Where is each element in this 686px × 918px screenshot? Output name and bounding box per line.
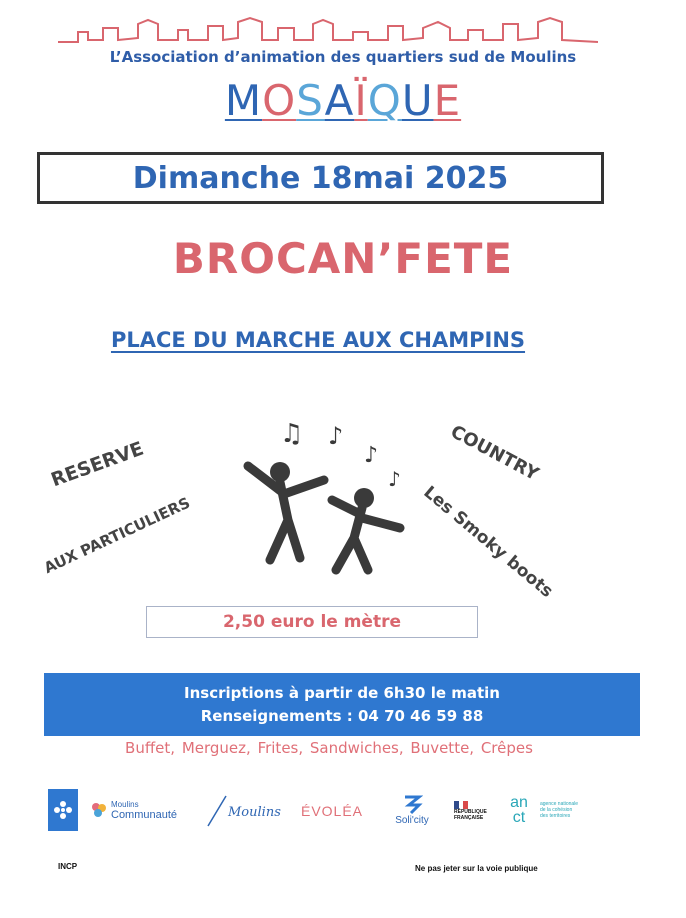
evolea-text: ÉVOLÉA	[300, 803, 364, 819]
particuliers-text: AUX PARTICULIERS	[41, 493, 193, 578]
marianne-flag-icon	[454, 801, 468, 809]
anct-line1: agence nationale	[540, 801, 579, 807]
brand-letter: U	[401, 76, 434, 125]
price-box	[146, 606, 478, 638]
moulins-script-logo	[202, 789, 284, 831]
dancers-illustration	[228, 410, 428, 580]
date-box	[37, 152, 604, 204]
flower-icon	[52, 799, 74, 821]
communaute-mark-icon	[90, 801, 108, 819]
republique-line1: RÉPUBLIQUE	[454, 809, 487, 815]
skyline-decoration	[58, 14, 598, 48]
band-text: Les Smoky boots	[419, 482, 557, 602]
info-box	[44, 673, 640, 736]
communaute-line2: Communauté	[111, 809, 178, 821]
solicity-logo	[382, 787, 442, 831]
brand-letter: Q	[367, 76, 402, 125]
anct-line2: de la cohésion	[540, 807, 573, 813]
association-name: L’Association d’animation des quartiers sud de Moulins	[109, 48, 577, 66]
renseignements-text: Renseignements : 04 70 46 59 88	[200, 706, 484, 725]
moulins-communaute-logo	[90, 789, 198, 831]
price-text: 2,50 euro le mètre	[222, 612, 402, 632]
svg-text:Moulins: Moulins	[228, 805, 281, 820]
country-text: COUNTRY	[447, 421, 543, 486]
footer-left: INCP	[58, 862, 78, 871]
communaute-line1: Moulins	[111, 800, 139, 809]
republique-line2: FRANÇAISE	[454, 815, 484, 821]
republique-logo	[454, 791, 498, 831]
event-title: BROCAN’FETE	[172, 234, 514, 283]
brand-title	[0, 76, 686, 125]
anct-logo	[502, 789, 604, 831]
evolea-logo	[290, 791, 374, 831]
brand-letter: M	[224, 76, 263, 125]
food-list: Buffet, Merguez, Frites, Sandwiches, Buvette, Crêpes	[125, 739, 533, 757]
moulins-script-icon	[204, 790, 282, 830]
reserve-text: RESERVE	[48, 437, 147, 492]
svg-text:♪: ♪	[388, 467, 401, 491]
svg-text:♪: ♪	[364, 443, 379, 468]
anct-line3: des territoires	[540, 813, 571, 819]
svg-text:♫: ♫	[280, 419, 304, 449]
anct-short: an ct	[510, 794, 528, 826]
brand-letter: E	[433, 76, 462, 125]
brand-letter: S	[296, 76, 325, 125]
event-date: Dimanche 18mai 2025	[132, 160, 509, 196]
sponsor-logos	[44, 785, 604, 835]
svg-text:♪: ♪	[328, 422, 344, 450]
brand-letter: Ï	[354, 76, 368, 125]
inscriptions-text: Inscriptions à partir de 6h30 le matin	[184, 683, 500, 702]
brand-letter: O	[262, 76, 297, 125]
footer-right: Ne pas jeter sur la voie publique	[415, 864, 538, 873]
solicity-mark-icon	[401, 793, 423, 815]
solicity-text: Soli'city	[395, 814, 429, 826]
brand-letter: A	[324, 76, 355, 125]
allier-logo	[48, 789, 78, 831]
event-place: PLACE DU MARCHE AUX CHAMPINS	[110, 328, 526, 352]
